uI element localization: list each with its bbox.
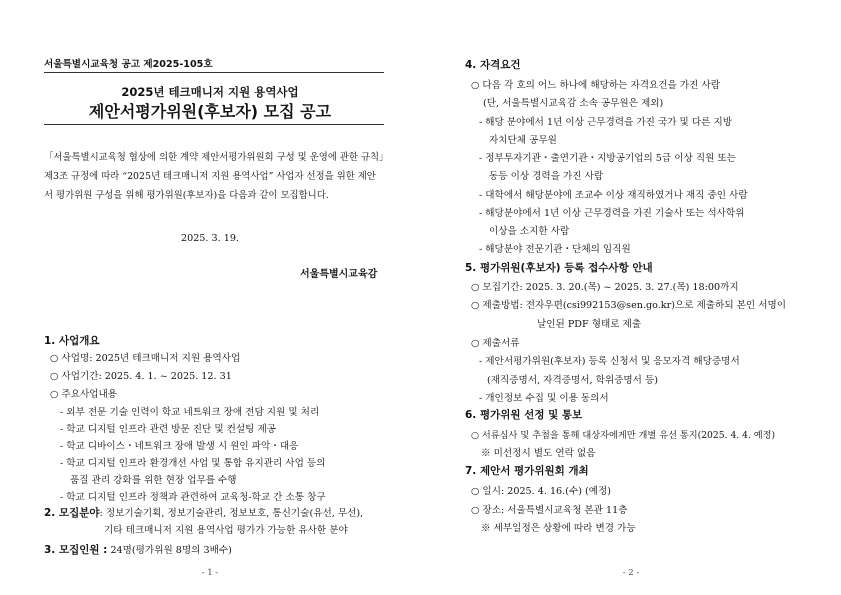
list-item: - 정부투자기관・출연기관・지방공기업의 5급 이상 직원 또는 [479,153,736,164]
note: ※ 미선정시 별도 연락 없음 [481,448,596,459]
list-item: ○ 주요사업내용 [50,389,118,400]
notice-date: 2025. 3. 19. [181,233,239,244]
list-item: ○ 제출방법: 전자우편(csi992153@sen.go.kr)으로 제출하되 본인 서명이 [471,300,787,311]
list-item: - 해당 분야에서 1년 이상 근무경력을 가진 국가 및 다른 지방 [479,117,732,128]
list-item: ○ 사업기간: 2025. 4. 1. ~ 2025. 12. 31 [50,371,232,382]
list-item: 날인된 PDF 형태로 제출 [537,319,642,330]
list-item: 이상을 소지한 사람 [489,226,570,237]
list-item: - 외부 전문 기술 인력이 학교 네트워크 장애 전담 지원 및 처리 [60,407,320,418]
list-item: ○ 제출서류 [471,338,520,349]
list-item: - 학교 디지털 인프라 정책과 관련하여 교육청-학교 간 소통 창구 [60,492,326,503]
list-item: ○ 다음 각 호의 어느 하나에 해당하는 자격요건을 가진 사람 [471,80,720,91]
list-item: ○ 서류심사 및 추첨을 통해 대상자에게만 개별 유선 통지(2025. 4. 4. 예정) [471,430,776,441]
list-item: - 해당분야에서 1년 이상 근무경력을 가진 기술사 또는 석사학위 [479,208,745,219]
section-6-title: 6. 평가위원 선정 및 통보 [465,409,583,421]
list-item: 자치단체 공무원 [489,135,557,146]
section-4-title: 4. 자격요건 [465,59,521,71]
list-item: (재직증명서, 자격증명서, 학위증명서 등) [487,375,659,386]
section-2 [44,505,363,520]
list-item: - 대학에서 해당분야에 조교수 이상 재직하였거나 재직 중인 사람 [479,190,748,201]
page-2 [421,0,841,595]
list-item: - 해당분야 전문기관・단체의 임직원 [479,244,631,255]
section-3-text: 24명(평가위원 8명의 3배수) [107,545,232,556]
page-title: 제안서평가위원(후보자) 모집 공고 [88,102,332,121]
note: ※ 세부일정은 상황에 따라 변경 가능 [481,523,636,534]
list-item: - 제안서평가위원(후보자) 등록 신청서 및 응모자격 해당증명서 [479,356,740,367]
page-number: - 2 - [622,568,640,578]
section-7-title: 7. 제안서 평가위원회 개최 [465,465,589,477]
issuer: 서울특별시교육감 [300,269,378,280]
section-3 [44,542,232,557]
list-item: ○ 일시: 2025. 4. 16.(수) (예정) [471,486,612,497]
section-2-text: : 정보기술기획, 정보기술관리, 정보보호, 통신기술(유선, 무선), [99,508,364,519]
list-item: - 학교 디지털 인프라 환경개선 사업 및 통합 유지관리 사업 등의 [60,458,326,469]
list-item: - 학교 디지털 인프라 관련 방문 진단 및 컨설팅 제공 [60,424,277,435]
page-1 [0,0,420,595]
list-item: 동등 이상 경력을 가진 사람 [489,171,604,182]
section-3-title: 3. 모집인원 : [44,544,108,556]
list-item: (단, 서울특별시교육감 소속 공무원은 제외) [483,98,664,109]
page-number: - 1 - [201,568,219,578]
list-item: - 학교 디바이스・네트워크 장애 발생 시 원인 파악・대응 [60,441,299,452]
header-rule [44,72,384,73]
section-2-text-cont: 기타 테크매니저 지원 용역사업 평가가 가능한 유사한 분야 [104,525,348,536]
list-item: - 개인정보 수집 및 이용 동의서 [479,393,609,404]
list-item: ○ 모집기간: 2025. 3. 20.(목) ~ 2025. 3. 27.(목) 18:00까지 [471,282,739,293]
list-item: 품질 관리 강화를 위한 현장 업무를 수행 [70,475,237,486]
list-item: ○ 장소: 서울특별시교육청 본관 11층 [471,505,628,516]
notice-number: 서울특별시교육청 공고 제2025-105호 [44,59,213,70]
list-item: ○ 사업명: 2025년 테크매니저 지원 용역사업 [50,353,241,364]
section-5-title: 5. 평가위원(후보자) 등록 접수사항 안내 [465,262,653,274]
title-rule [44,124,384,125]
section-2-title: 2. 모집분야 [44,507,100,519]
section-1-title: 1. 사업개요 [44,335,100,347]
intro-paragraph: 「서울특별시교육청 협상에 의한 계약 제안서평가위원회 구성 및 운영에 관한 규칙」제3조 규정에 따라 “2025년 테크매니저 지원 용역사업” 사업자 선정을 위한 제안서 평가위원 구성을 위해 평가위원(후보자)을 다음과 같이 모집합니다. [44,152,384,201]
subtitle: 2025년 테크매니저 지원 용역사업 [121,85,299,99]
